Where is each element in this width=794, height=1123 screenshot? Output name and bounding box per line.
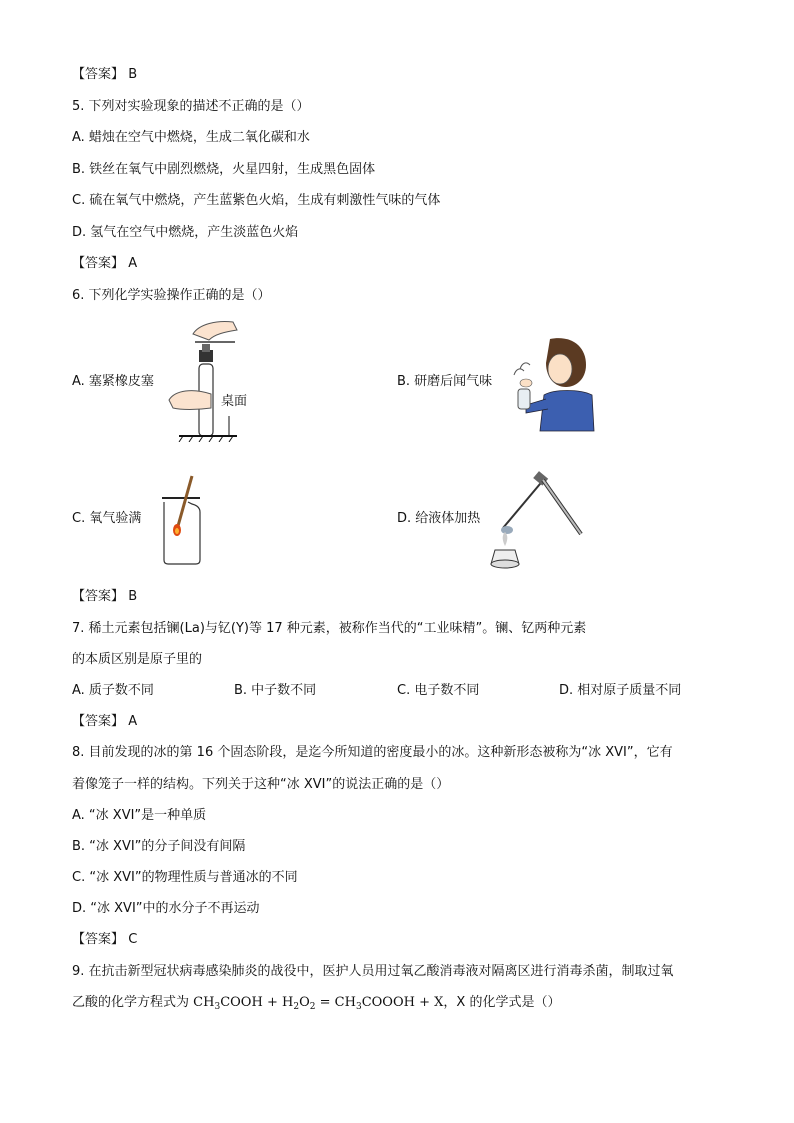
- question-8-stem-line-2: 着像笼子一样的结构。下列关于这种“冰 XVI”的说法正确的是（）: [72, 777, 450, 792]
- question-8-option-c: C. “冰 XVI”的物理性质与普通冰的不同: [72, 870, 298, 885]
- question-9-stem-line-1: 9. 在抗击新型冠状病毒感染肺炎的战役中，医护人员用过氧乙酸消毒液对隔离区进行消毒杀菌，制取过氧: [72, 964, 674, 979]
- smelling-figure: [510, 335, 600, 435]
- answer-value: B: [128, 67, 138, 82]
- question-8-option-d: D. “冰 XVI”中的水分子不再运动: [72, 901, 260, 916]
- answer-label: 答案: [85, 67, 112, 82]
- answer-line: [72, 66, 137, 84]
- question-6-stem: 6. 下列化学实验操作正确的是（）: [72, 288, 271, 303]
- question-6-option-b: B. 研磨后闻气味: [397, 374, 493, 389]
- question-7-option-b: B. 中子数不同: [234, 683, 317, 698]
- desk-label: 桌面: [221, 394, 248, 409]
- question-5-option-d: D. 氢气在空气中燃烧，产生淡蓝色火焰: [72, 225, 299, 240]
- answer-bracket-close: 】: [111, 67, 125, 82]
- oxygen-test-figure: [152, 472, 212, 568]
- chemical-equation: $CH_3COOH + H_2O_2$ = $CH_3COOOH + X$: [193, 995, 444, 1012]
- question-6-option-c: C. 氧气验满: [72, 511, 142, 526]
- question-7-option-d: D. 相对原子质量不同: [559, 683, 682, 698]
- question-6-option-d: D. 给液体加热: [397, 511, 481, 526]
- question-8-option-b: B. “冰 XVI”的分子间没有间隔: [72, 839, 246, 854]
- question-9-stem-line-2: 乙酸的化学方程式为 $CH_3COOH + H_2O_2$ = $CH_3COOOH + X$，X 的化学式是（）: [72, 995, 561, 1012]
- answer-value: A: [128, 256, 138, 271]
- answer-value: A: [128, 714, 138, 729]
- question-6-option-a: A. 塞紧橡皮塞: [72, 374, 154, 389]
- answer-value: C: [128, 932, 138, 947]
- question-7-stem-line-1: 7. 稀土元素包括镧(La)与钇(Y)等 17 种元素，被称作当代的“工业味精”。镧、钇两种元素: [72, 621, 587, 636]
- question-5-option-a: A. 蜡烛在空气中燃烧，生成二氧化碳和水: [72, 130, 310, 145]
- stopper-figure: [165, 312, 265, 442]
- question-6-answer: 【答案】 B: [72, 589, 138, 604]
- question-5-answer: 【答案】 A: [72, 256, 138, 271]
- question-7-option-c: C. 电子数不同: [397, 683, 480, 698]
- heating-figure: [485, 470, 585, 570]
- question-5-option-b: B. 铁丝在氧气中剧烈燃烧，火星四射，生成黑色固体: [72, 162, 376, 177]
- question-7-answer: 【答案】 A: [72, 714, 138, 729]
- question-5-stem: 5. 下列对实验现象的描述不正确的是（）: [72, 99, 310, 114]
- answer-bracket-open: 【: [72, 67, 86, 82]
- question-7-stem-line-2: 的本质区别是原子里的: [72, 652, 203, 667]
- question-5-option-c: C. 硫在氧气中燃烧，产生蓝紫色火焰，生成有刺激性气味的气体: [72, 193, 441, 208]
- question-8-stem-line-1: 8. 目前发现的冰的第 16 个固态阶段，是迄今所知道的密度最小的冰。这种新形态被称为“冰 XVI”，它有: [72, 745, 673, 760]
- answer-value: B: [128, 589, 138, 604]
- question-8-option-a: A. “冰 XVI”是一种单质: [72, 808, 207, 823]
- question-7-option-a: A. 质子数不同: [72, 683, 154, 698]
- question-8-answer: 【答案】 C: [72, 932, 138, 947]
